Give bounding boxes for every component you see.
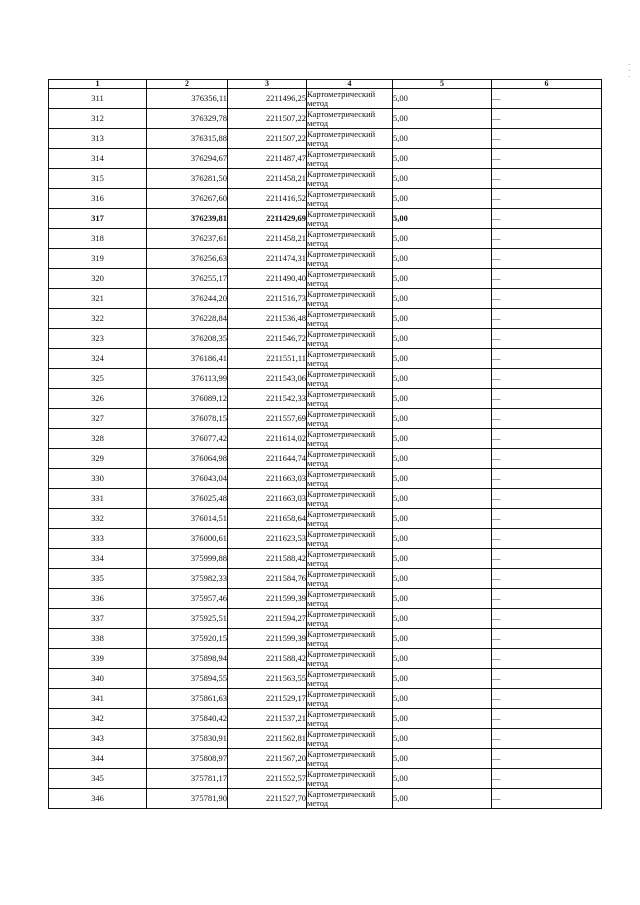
y-coordinate-cell: 2211594,27 (228, 609, 307, 629)
note-cell: — (492, 209, 602, 229)
accuracy-cell: 5,00 (393, 209, 492, 229)
note-cell: — (492, 689, 602, 709)
accuracy-cell: 5,00 (393, 409, 492, 429)
y-coordinate-cell: 2211599,39 (228, 629, 307, 649)
note-cell: — (492, 409, 602, 429)
x-coordinate-cell: 375808,97 (147, 749, 228, 769)
accuracy-cell: 5,00 (393, 689, 492, 709)
header-col-4: 4 (307, 80, 393, 89)
note-cell: — (492, 569, 602, 589)
method-cell: Картометрический метод (307, 689, 393, 709)
y-coordinate-cell: 2211588,42 (228, 649, 307, 669)
table-row (49, 189, 602, 209)
note-cell: — (492, 649, 602, 669)
y-coordinate-cell: 2211496,25 (228, 89, 307, 109)
point-number-cell: 315 (49, 169, 147, 189)
table-row (49, 249, 602, 269)
method-cell: Картометрический метод (307, 729, 393, 749)
method-cell: Картометрический метод (307, 209, 393, 229)
y-coordinate-cell: 2211542,33 (228, 389, 307, 409)
table-row (49, 149, 602, 169)
x-coordinate-cell: 376256,63 (147, 249, 228, 269)
method-cell: Картометрический метод (307, 389, 393, 409)
x-coordinate-cell: 375840,42 (147, 709, 228, 729)
method-cell: Картометрический метод (307, 129, 393, 149)
point-number-cell: 314 (49, 149, 147, 169)
accuracy-cell: 5,00 (393, 329, 492, 349)
note-cell: — (492, 309, 602, 329)
point-number-cell: 328 (49, 429, 147, 449)
method-cell: Картометрический метод (307, 609, 393, 629)
point-number-cell: 318 (49, 229, 147, 249)
header-col-3: 3 (228, 80, 307, 89)
y-coordinate-cell: 2211416,52 (228, 189, 307, 209)
table-row (49, 109, 602, 129)
point-number-cell: 317 (49, 209, 147, 229)
table-row (49, 789, 602, 809)
x-coordinate-cell: 376089,12 (147, 389, 228, 409)
method-cell: Картометрический метод (307, 629, 393, 649)
header-row (49, 80, 602, 89)
point-number-cell: 346 (49, 789, 147, 809)
note-cell: — (492, 749, 602, 769)
accuracy-cell: 5,00 (393, 509, 492, 529)
note-cell: — (492, 269, 602, 289)
method-cell: Картометрический метод (307, 349, 393, 369)
point-number-cell: 330 (49, 469, 147, 489)
x-coordinate-cell: 375781,90 (147, 789, 228, 809)
method-cell: Картометрический метод (307, 249, 393, 269)
method-cell: Картометрический метод (307, 269, 393, 289)
method-cell: Картометрический метод (307, 309, 393, 329)
table-row (49, 449, 602, 469)
table-row (49, 269, 602, 289)
y-coordinate-cell: 2211562,81 (228, 729, 307, 749)
note-cell: — (492, 629, 602, 649)
table-row (49, 669, 602, 689)
method-cell: Картометрический метод (307, 189, 393, 209)
table-row (49, 609, 602, 629)
y-coordinate-cell: 2211527,70 (228, 789, 307, 809)
table-row (49, 709, 602, 729)
x-coordinate-cell: 375925,51 (147, 609, 228, 629)
method-cell: Картометрический метод (307, 709, 393, 729)
accuracy-cell: 5,00 (393, 109, 492, 129)
method-cell: Картометрический метод (307, 89, 393, 109)
note-cell: — (492, 449, 602, 469)
accuracy-cell: 5,00 (393, 649, 492, 669)
x-coordinate-cell: 376228,84 (147, 309, 228, 329)
accuracy-cell: 5,00 (393, 389, 492, 409)
table-row (49, 729, 602, 749)
x-coordinate-cell: 376000,61 (147, 529, 228, 549)
x-coordinate-cell: 376077,42 (147, 429, 228, 449)
x-coordinate-cell: 376025,48 (147, 489, 228, 509)
table-row (49, 469, 602, 489)
accuracy-cell: 5,00 (393, 189, 492, 209)
accuracy-cell: 5,00 (393, 729, 492, 749)
accuracy-cell: 5,00 (393, 249, 492, 269)
method-cell: Картометрический метод (307, 789, 393, 809)
accuracy-cell: 5,00 (393, 489, 492, 509)
y-coordinate-cell: 2211584,76 (228, 569, 307, 589)
note-cell: — (492, 709, 602, 729)
point-number-cell: 313 (49, 129, 147, 149)
method-cell: Картометрический метод (307, 169, 393, 189)
note-cell: — (492, 469, 602, 489)
method-cell: Картометрический метод (307, 109, 393, 129)
table-body (49, 89, 602, 809)
y-coordinate-cell: 2211546,72 (228, 329, 307, 349)
accuracy-cell: 5,00 (393, 229, 492, 249)
method-cell: Картометрический метод (307, 369, 393, 389)
point-number-cell: 335 (49, 569, 147, 589)
x-coordinate-cell: 376113,99 (147, 369, 228, 389)
y-coordinate-cell: 2211599,39 (228, 589, 307, 609)
header-col-6: 6 (492, 80, 602, 89)
note-cell: — (492, 609, 602, 629)
accuracy-cell: 5,00 (393, 429, 492, 449)
y-coordinate-cell: 2211507,22 (228, 109, 307, 129)
table-row (49, 489, 602, 509)
x-coordinate-cell: 376329,78 (147, 109, 228, 129)
note-cell: — (492, 529, 602, 549)
table-row (49, 529, 602, 549)
method-cell: Картометрический метод (307, 449, 393, 469)
method-cell: Картометрический метод (307, 289, 393, 309)
point-number-cell: 325 (49, 369, 147, 389)
x-coordinate-cell: 376064,98 (147, 449, 228, 469)
note-cell: — (492, 249, 602, 269)
table-row (49, 129, 602, 149)
x-coordinate-cell: 376281,50 (147, 169, 228, 189)
table-row (49, 409, 602, 429)
note-cell: — (492, 489, 602, 509)
accuracy-cell: 5,00 (393, 309, 492, 329)
x-coordinate-cell: 376356,11 (147, 89, 228, 109)
note-cell: — (492, 149, 602, 169)
accuracy-cell: 5,00 (393, 89, 492, 109)
table-row (49, 569, 602, 589)
accuracy-cell: 5,00 (393, 349, 492, 369)
point-number-cell: 327 (49, 409, 147, 429)
y-coordinate-cell: 2211663,03 (228, 469, 307, 489)
y-coordinate-cell: 2211623,53 (228, 529, 307, 549)
accuracy-cell: 5,00 (393, 449, 492, 469)
method-cell: Картометрический метод (307, 529, 393, 549)
accuracy-cell: 5,00 (393, 369, 492, 389)
x-coordinate-cell: 376043,04 (147, 469, 228, 489)
header-col-5: 5 (393, 80, 492, 89)
point-number-cell: 339 (49, 649, 147, 669)
y-coordinate-cell: 2211458,21 (228, 229, 307, 249)
method-cell: Картометрический метод (307, 229, 393, 249)
x-coordinate-cell: 375982,33 (147, 569, 228, 589)
accuracy-cell: 5,00 (393, 549, 492, 569)
table-row (49, 589, 602, 609)
point-number-cell: 344 (49, 749, 147, 769)
note-cell: — (492, 129, 602, 149)
note-cell: — (492, 109, 602, 129)
method-cell: Картометрический метод (307, 649, 393, 669)
point-number-cell: 345 (49, 769, 147, 789)
table-row (49, 89, 602, 109)
point-number-cell: 331 (49, 489, 147, 509)
header-col-2: 2 (147, 80, 228, 89)
x-coordinate-cell: 375957,46 (147, 589, 228, 609)
note-cell: — (492, 289, 602, 309)
table-row (49, 389, 602, 409)
note-cell: — (492, 369, 602, 389)
note-cell: — (492, 389, 602, 409)
method-cell: Картометрический метод (307, 409, 393, 429)
y-coordinate-cell: 2211529,17 (228, 689, 307, 709)
x-coordinate-cell: 375830,91 (147, 729, 228, 749)
method-cell: Картометрический метод (307, 769, 393, 789)
accuracy-cell: 5,00 (393, 609, 492, 629)
note-cell: — (492, 769, 602, 789)
point-number-cell: 336 (49, 589, 147, 609)
x-coordinate-cell: 375861,63 (147, 689, 228, 709)
x-coordinate-cell: 376315,88 (147, 129, 228, 149)
note-cell: — (492, 229, 602, 249)
x-coordinate-cell: 376294,67 (147, 149, 228, 169)
point-number-cell: 334 (49, 549, 147, 569)
note-cell: — (492, 89, 602, 109)
accuracy-cell: 5,00 (393, 769, 492, 789)
x-coordinate-cell: 376186,41 (147, 349, 228, 369)
point-number-cell: 323 (49, 329, 147, 349)
y-coordinate-cell: 2211644,74 (228, 449, 307, 469)
point-number-cell: 342 (49, 709, 147, 729)
method-cell: Картометрический метод (307, 429, 393, 449)
x-coordinate-cell: 375898,94 (147, 649, 228, 669)
table-row (49, 429, 602, 449)
point-number-cell: 332 (49, 509, 147, 529)
coordinates-table (48, 79, 602, 809)
point-number-cell: 324 (49, 349, 147, 369)
point-number-cell: 337 (49, 609, 147, 629)
table-row (49, 649, 602, 669)
accuracy-cell: 5,00 (393, 669, 492, 689)
point-number-cell: 340 (49, 669, 147, 689)
point-number-cell: 319 (49, 249, 147, 269)
accuracy-cell: 5,00 (393, 709, 492, 729)
accuracy-cell: 5,00 (393, 269, 492, 289)
point-number-cell: 311 (49, 89, 147, 109)
note-cell: — (492, 669, 602, 689)
point-number-cell: 329 (49, 449, 147, 469)
note-cell: — (492, 589, 602, 609)
y-coordinate-cell: 2211507,22 (228, 129, 307, 149)
x-coordinate-cell: 376255,17 (147, 269, 228, 289)
y-coordinate-cell: 2211474,31 (228, 249, 307, 269)
point-number-cell: 312 (49, 109, 147, 129)
method-cell: Картометрический метод (307, 669, 393, 689)
method-cell: Картометрический метод (307, 549, 393, 569)
accuracy-cell: 5,00 (393, 289, 492, 309)
note-cell: — (492, 169, 602, 189)
y-coordinate-cell: 2211658,64 (228, 509, 307, 529)
table-row (49, 509, 602, 529)
y-coordinate-cell: 2211458,21 (228, 169, 307, 189)
table-row (49, 689, 602, 709)
point-number-cell: 321 (49, 289, 147, 309)
method-cell: Картометрический метод (307, 509, 393, 529)
accuracy-cell: 5,00 (393, 149, 492, 169)
point-number-cell: 322 (49, 309, 147, 329)
table-row (49, 629, 602, 649)
note-cell: — (492, 509, 602, 529)
point-number-cell: 343 (49, 729, 147, 749)
y-coordinate-cell: 2211490,40 (228, 269, 307, 289)
table-row (49, 209, 602, 229)
note-cell: — (492, 429, 602, 449)
point-number-cell: 320 (49, 269, 147, 289)
y-coordinate-cell: 2211543,06 (228, 369, 307, 389)
x-coordinate-cell: 376267,60 (147, 189, 228, 209)
y-coordinate-cell: 2211536,48 (228, 309, 307, 329)
y-coordinate-cell: 2211663,03 (228, 489, 307, 509)
table-row (49, 309, 602, 329)
method-cell: Картометрический метод (307, 149, 393, 169)
note-cell: — (492, 789, 602, 809)
y-coordinate-cell: 2211429,69 (228, 209, 307, 229)
method-cell: Картометрический метод (307, 469, 393, 489)
accuracy-cell: 5,00 (393, 629, 492, 649)
x-coordinate-cell: 376244,20 (147, 289, 228, 309)
x-coordinate-cell: 376078,15 (147, 409, 228, 429)
x-coordinate-cell: 376239,81 (147, 209, 228, 229)
margin-mark: · · · (628, 61, 631, 81)
accuracy-cell: 5,00 (393, 569, 492, 589)
y-coordinate-cell: 2211614,02 (228, 429, 307, 449)
accuracy-cell: 5,00 (393, 529, 492, 549)
x-coordinate-cell: 376014,51 (147, 509, 228, 529)
y-coordinate-cell: 2211563,55 (228, 669, 307, 689)
y-coordinate-cell: 2211551,11 (228, 349, 307, 369)
y-coordinate-cell: 2211567,20 (228, 749, 307, 769)
y-coordinate-cell: 2211588,42 (228, 549, 307, 569)
y-coordinate-cell: 2211557,69 (228, 409, 307, 429)
note-cell: — (492, 729, 602, 749)
method-cell: Картометрический метод (307, 569, 393, 589)
table-row (49, 769, 602, 789)
x-coordinate-cell: 375920,15 (147, 629, 228, 649)
point-number-cell: 333 (49, 529, 147, 549)
method-cell: Картометрический метод (307, 749, 393, 769)
x-coordinate-cell: 375894,55 (147, 669, 228, 689)
table-row (49, 329, 602, 349)
accuracy-cell: 5,00 (393, 129, 492, 149)
table-row (49, 229, 602, 249)
point-number-cell: 341 (49, 689, 147, 709)
note-cell: — (492, 329, 602, 349)
accuracy-cell: 5,00 (393, 789, 492, 809)
x-coordinate-cell: 375999,88 (147, 549, 228, 569)
x-coordinate-cell: 376208,35 (147, 329, 228, 349)
table-row (49, 349, 602, 369)
point-number-cell: 316 (49, 189, 147, 209)
y-coordinate-cell: 2211516,73 (228, 289, 307, 309)
x-coordinate-cell: 375781,17 (147, 769, 228, 789)
y-coordinate-cell: 2211487,47 (228, 149, 307, 169)
point-number-cell: 338 (49, 629, 147, 649)
method-cell: Картометрический метод (307, 489, 393, 509)
table-row (49, 289, 602, 309)
method-cell: Картометрический метод (307, 329, 393, 349)
method-cell: Картометрический метод (307, 589, 393, 609)
table-row (49, 369, 602, 389)
accuracy-cell: 5,00 (393, 749, 492, 769)
header-col-1: 1 (49, 80, 147, 89)
note-cell: — (492, 549, 602, 569)
y-coordinate-cell: 2211537,21 (228, 709, 307, 729)
table-row (49, 549, 602, 569)
x-coordinate-cell: 376237,61 (147, 229, 228, 249)
note-cell: — (492, 189, 602, 209)
y-coordinate-cell: 2211552,57 (228, 769, 307, 789)
table-row (49, 749, 602, 769)
note-cell: — (492, 349, 602, 369)
accuracy-cell: 5,00 (393, 169, 492, 189)
accuracy-cell: 5,00 (393, 589, 492, 609)
point-number-cell: 326 (49, 389, 147, 409)
table-row (49, 169, 602, 189)
accuracy-cell: 5,00 (393, 469, 492, 489)
